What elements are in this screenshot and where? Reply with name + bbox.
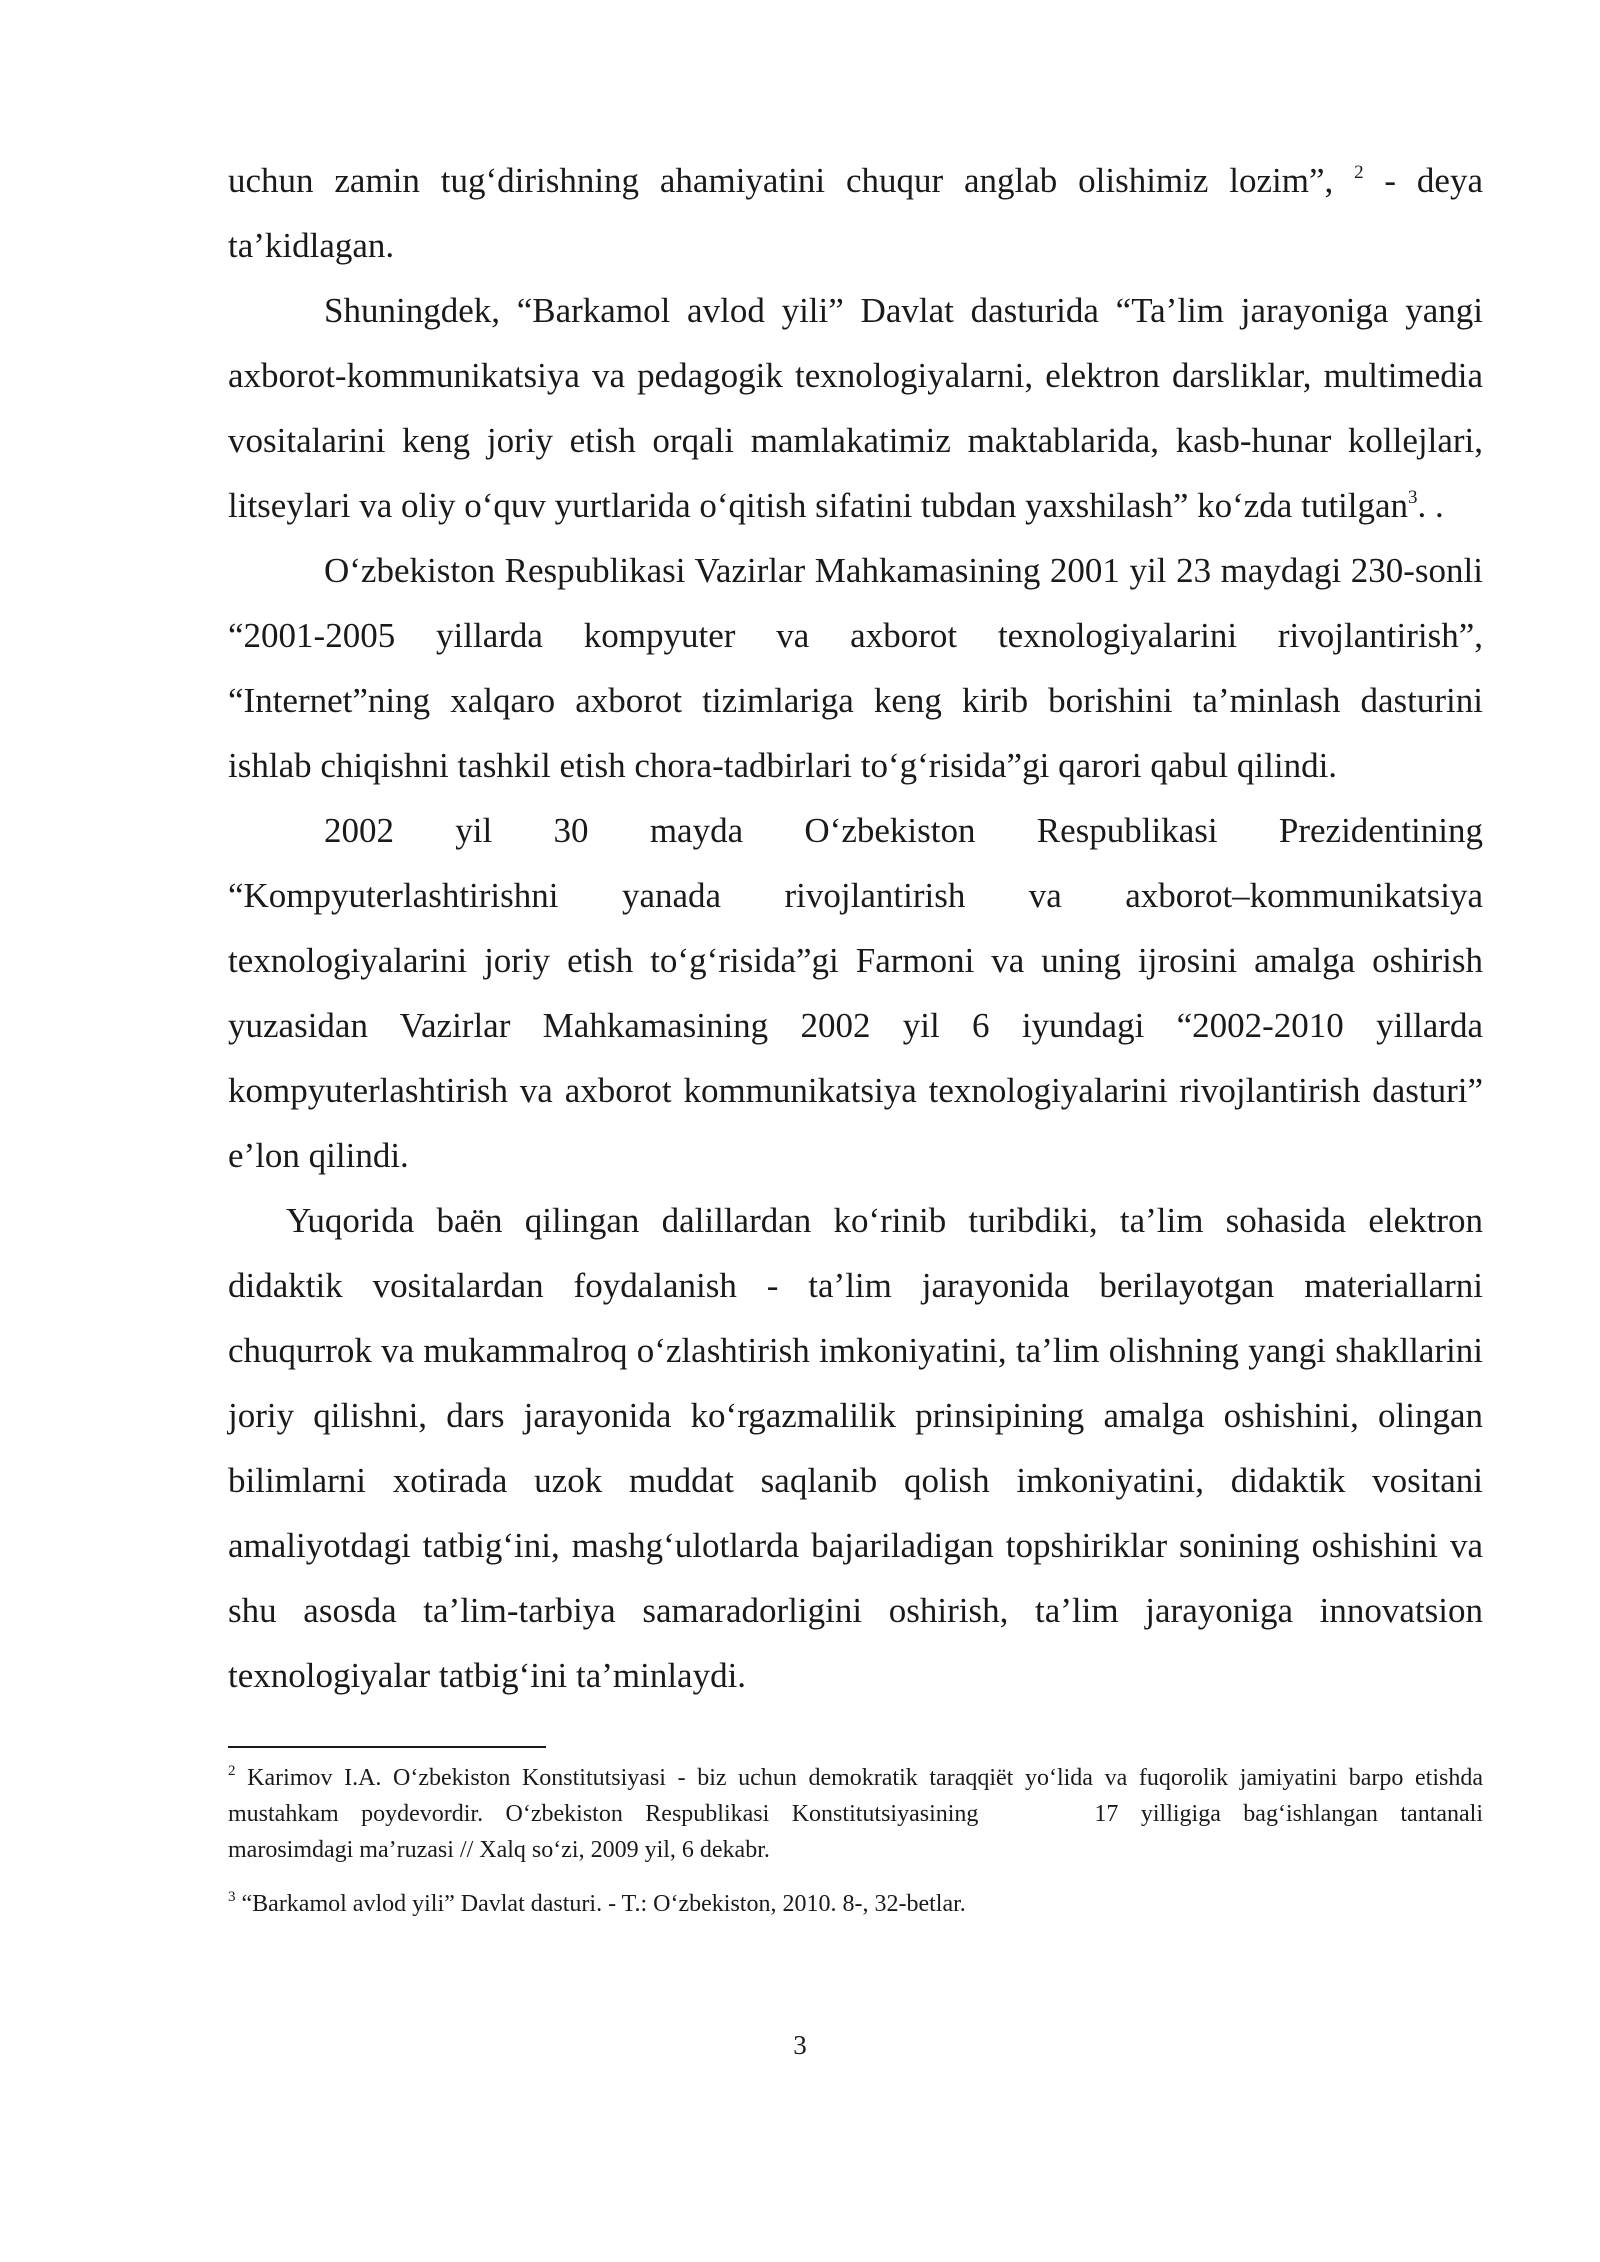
document-page: [228, 148, 1483, 1922]
paragraph-5: Yuqorida baёn qilingan dalillardan ko‘rinib turibdiki, ta’lim sohasida elektron didaktik vositalardan foydalanish - ta’lim jarayonida berilayotgan materiallarni chuqurrok va mukammalroq o‘zlashtirish imkoniyatini, ta’lim olishning yangi shakllarini joriy qilishni, dars jarayonida ko‘rgazmalilik prinsipining amalga oshishini, olingan bilimlarni xotirada uzok muddat saqlanib qolish imkoniyatini, didaktik vositani amaliyotdagi tatbig‘ini, mashg‘ulotlarda bajariladigan topshiriklar sonining oshishini va shu asosda ta’lim-tarbiya samaradorligini oshirish, ta’lim jarayoniga innovatsion texnologiyalar tatbig‘ini ta’minlaydi.: [228, 1201, 1483, 1695]
footnote-2-text-a: Karimov I.A. O‘zbekiston Konstitutsiyasi - biz uchun demokratik taraqqiёt yo‘lida va fuqorolik jamiyatini barpo etishda mustahkam poydevordir. O‘zbekiston Respublikasi Konstitutsiyasining: [228, 1765, 1483, 1827]
footnote-ref-2[interactable]: 2: [1354, 162, 1364, 183]
footnote-3: [228, 1886, 1483, 1922]
paragraph-1-text-a: uchun zamin tug‘dirishning ahamiyatini chuqur anglab olishimiz lozim”,: [228, 161, 1355, 200]
paragraph-1: [228, 148, 1483, 278]
footnote-2-number: 2: [228, 1763, 236, 1779]
paragraph-2-text-a: Shuningdek, “Barkamol avlod yili” Davlat dasturida “Ta’lim jarayoniga yangi axborot-kommunikatsiya va pedagogik texnologiyalarni, elektron darsliklar, multimedia vositalarini keng joriy etish orqali mamlakatimiz maktablarida, kasb-hunar kollejlari, litseylari va oliy o‘quv yurtlarida o‘qitish sifatini tubdan yaxshilash” ko‘zda tutilgan: [228, 291, 1483, 525]
footnote-3-text: “Barkamol avlod yili” Davlat dasturi. - T.: O‘zbekiston, 2010. 8-, 32-betlar.: [241, 1891, 966, 1917]
page-number: 3: [793, 2030, 807, 2060]
footnote-3-number: 3: [228, 1889, 236, 1905]
paragraph-4: 2002 yil 30 mayda O‘zbekiston Respublikasi Prezidentining “Kompyuterlashtirishni yanada rivojlantirish va axborot–kommunikatsiya texnologiyalarini joriy etish to‘g‘risida”gi Farmoni va uning ijrosini amalga oshirish yuzasidan Vazirlar Mahkamasining 2002 yil 6 iyundagi “2002-2010 yillarda kompyuterlashtirish va axborot kommunikatsiya texnologiyalarini rivojlantirish dasturi” e’lon qilindi.: [228, 811, 1483, 1175]
footnote-separator: [228, 1746, 546, 1748]
paragraph-3: O‘zbekiston Respublikasi Vazirlar Mahkamasining 2001 yil 23 maydagi 230-sonli “2001-2005 yillarda kompyuter va axborot texnologiyalarini rivojlantirish”, “Internet”ning xalqaro axborot tizimlariga keng kirib borishini ta’minlash dasturini ishlab chiqishni tashkil etish chora-tadbirlari to‘g‘risida”gi qarori qabul qilindi.: [228, 551, 1483, 785]
paragraph-1-text-b: - deya ta’kidlagan.: [228, 161, 1483, 265]
paragraph-2: [228, 278, 1483, 538]
footnote-2: [228, 1760, 1483, 1868]
footnote-ref-3[interactable]: 3: [1408, 487, 1418, 508]
footnote-2-text-b: 17 yilligiga bag‘ishlangan tantanali marosimdagi ma’ruzasi // Xalq so‘zi, 2009 yil, 6 dekabr.: [228, 1801, 1483, 1863]
paragraph-2-text-b: . .: [1417, 486, 1444, 525]
